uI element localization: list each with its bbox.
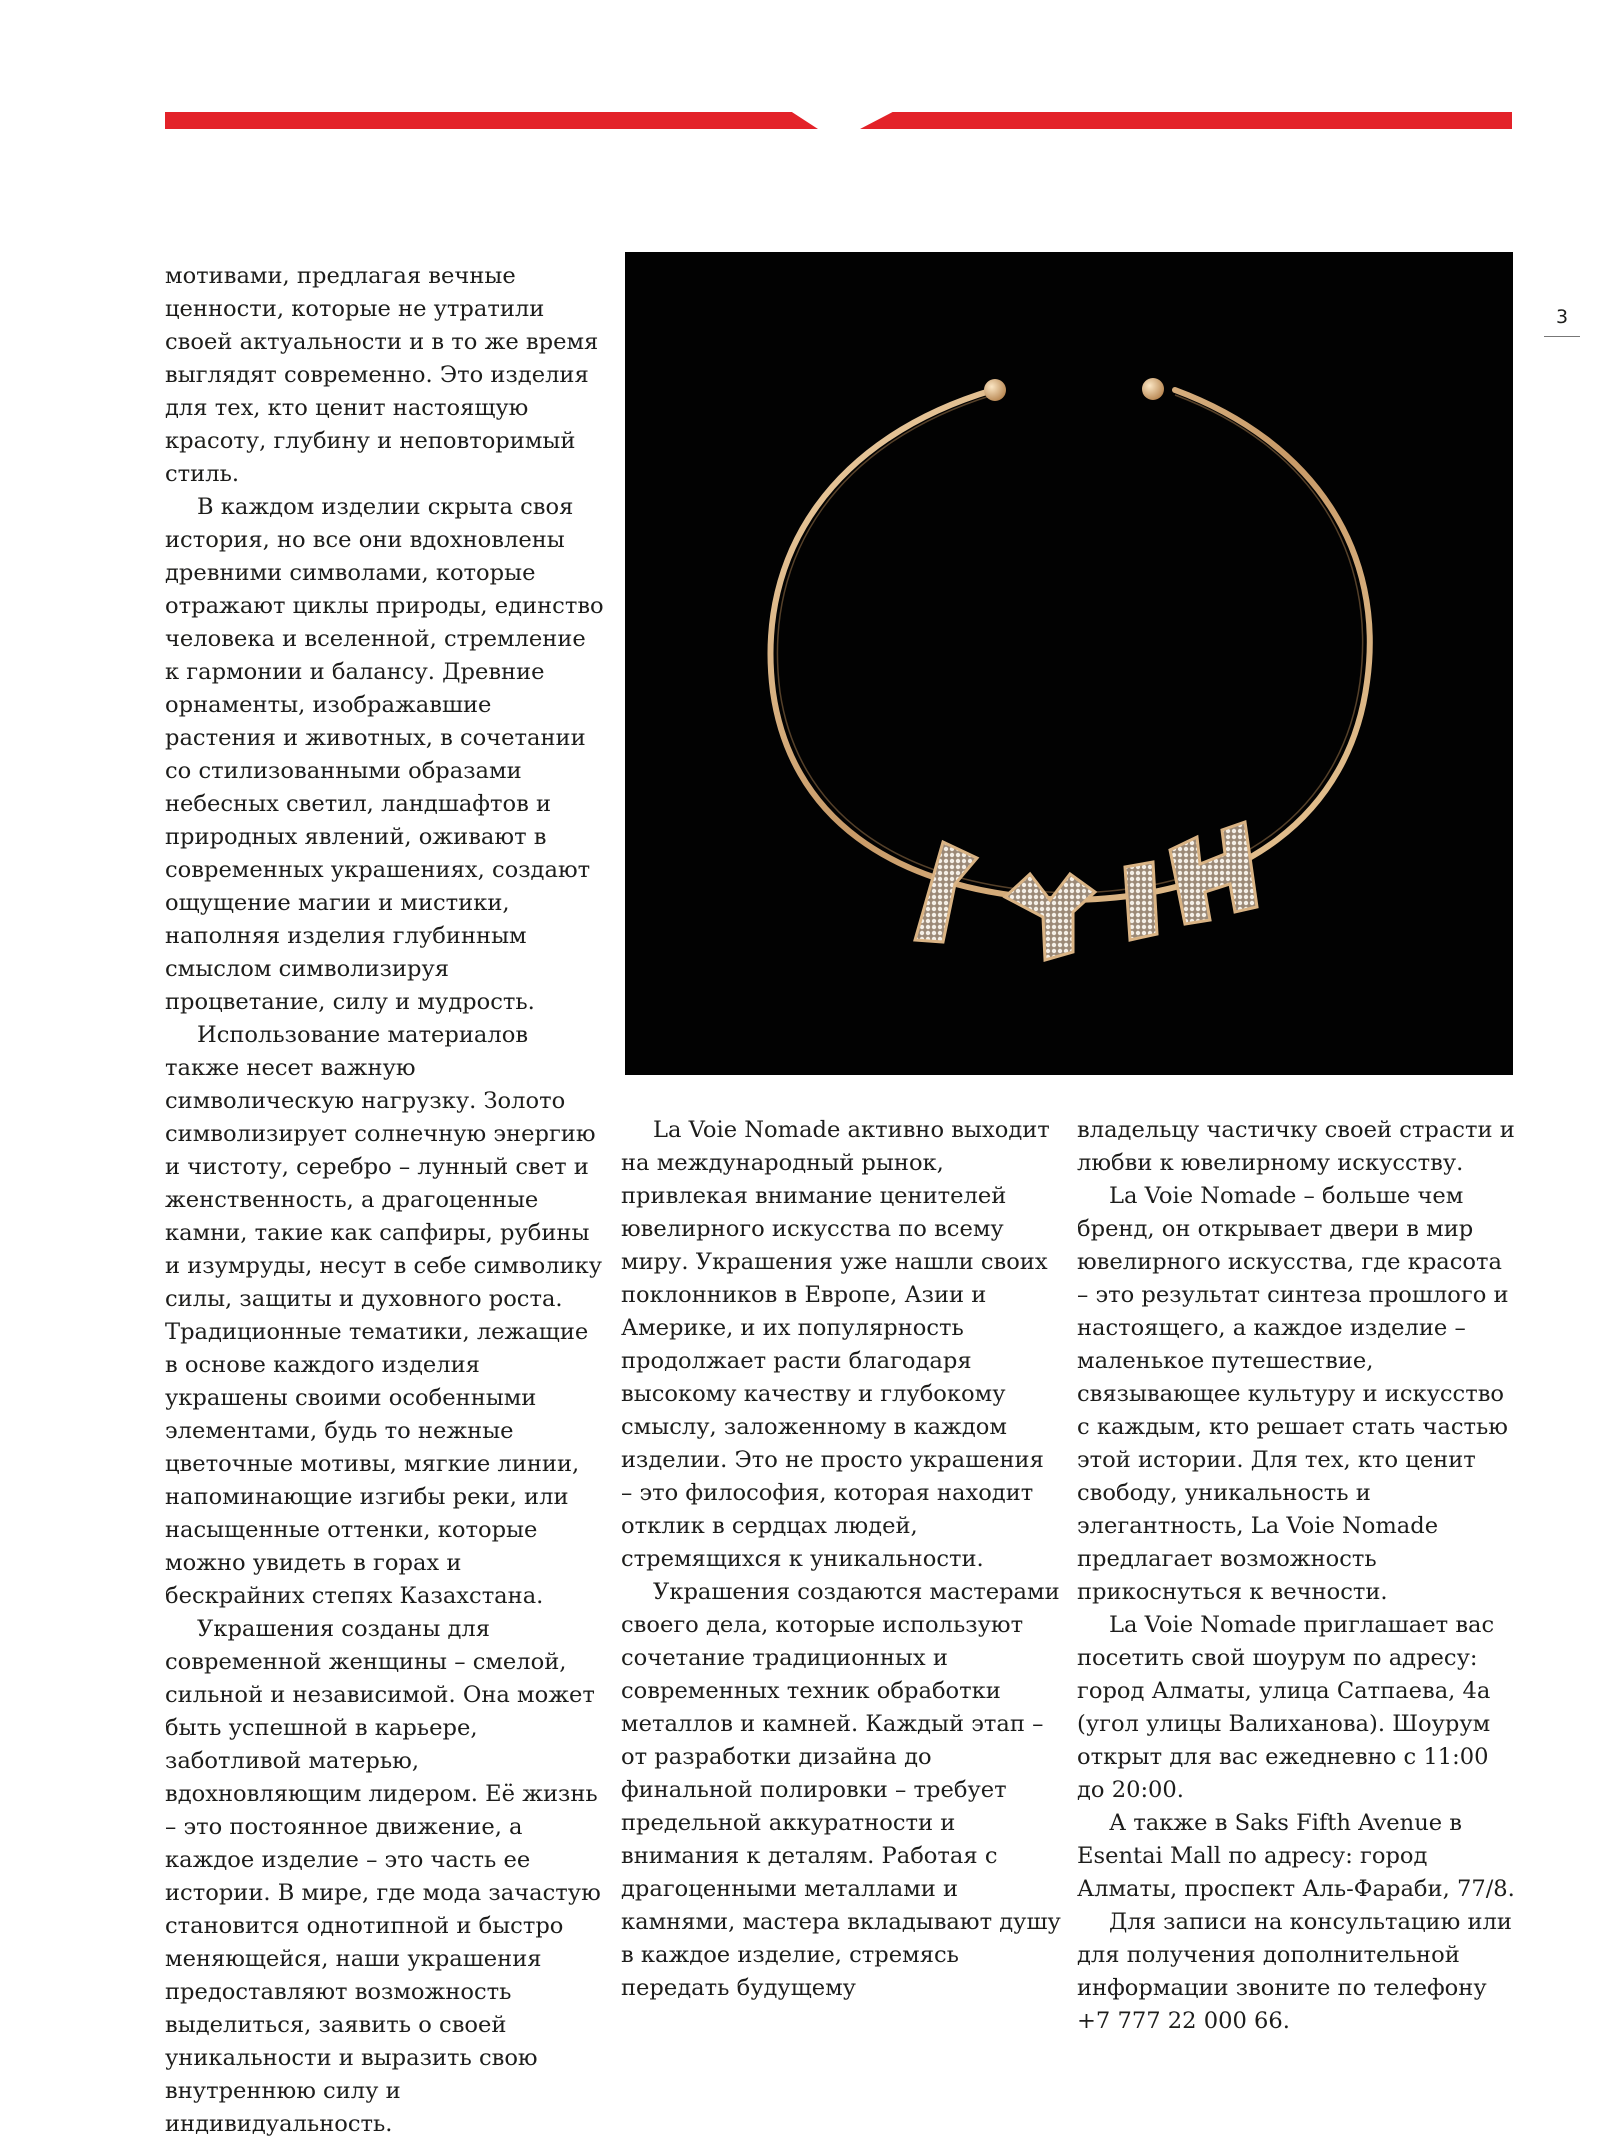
page-number-rule [1544, 336, 1580, 337]
paragraph: владельцу частичку своей страсти и любви к ювелирному искусству. [1077, 1117, 1515, 1176]
page-number: 3 [1555, 306, 1569, 328]
article-column-1 [165, 260, 605, 2141]
paragraph: La Voie Nomade – больше чем бренд, он открывает двери в мир ювелирного искусства, где красота – это результат синтеза прошлого и настоящего, а каждое изделие – маленькое путешествие, связывающее культуру и искусство с каждым, кто решает стать частью этой истории. Для тех, кто ценит свободу, уникальность и элегантность, La Voie Nomade предлагает возможность прикоснуться к вечности. [1077, 1183, 1509, 1605]
paragraph: Использование материалов также несет важную символическую нагрузку. Золото символизирует солнечную энергию и чистоту, серебро – лунный свет и женственность, а драгоценные камни, такие как сапфиры, рубины и изумруды, несут в себе символику силы, защиты и духовного роста. Традиционные тематики, лежащие в основе каждого изделия украшены своими особенными элементами, будь то нежные цветочные мотивы, мягкие линии, напоминающие изгибы реки, или насыщенные оттенки, которые можно увидеть в горах и бескрайних степях Казахстана. [165, 1022, 603, 1609]
paragraph: Украшения создаются мастерами своего дела, которые используют сочетание традиционных и современных техник обработки металлов и камней. Каждый этап – от разработки дизайна до финальной полировки – требует предельной аккуратности и внимания к деталям. Работая с драгоценными металлами и камнями, мастера вкладывают душу в каждое изделие, стремясь передать будущему [621, 1579, 1061, 2001]
product-photo [625, 252, 1513, 1075]
paragraph: Украшения созданы для современной женщины – смелой, сильной и независимой. Она может быть успешной в карьере, заботливой матерью, вдохновляющим лидером. Её жизнь – это постоянное движение, а каждое изделие – это часть ее истории. В мире, где мода зачастую становится однотипной и быстро меняющейся, наши украшения предоставляют возможность выделиться, заявить о своей уникальности и выразить свою внутреннюю силу и индивидуальность. [165, 1616, 601, 2137]
paragraph: La Voie Nomade активно выходит на международный рынок, привлекая внимание ценителей ювелирного искусства по всему миру. Украшения уже нашли своих поклонников в Европе, Азии и Америке, и их популярность продолжает расти благодаря высокому качеству и глубокому смыслу, заложенному в каждом изделии. Это не просто украшения – это философия, которая находит отклик в сердцах людей, стремящихся к уникальности. [621, 1117, 1050, 1572]
paragraph: мотивами, предлагая вечные ценности, которые не утратили своей актуальности и в то же время выглядят современно. Это изделия для тех, кто ценит настоящую красоту, глубину и неповторимый стиль. [165, 263, 599, 487]
gold-choker-necklace-icon [625, 252, 1513, 1075]
article-column-2 [621, 1114, 1061, 2005]
paragraph: В каждом изделии скрыта своя история, но все они вдохновлены древними символами, которые отражают циклы природы, единство человека и вселенной, стремление к гармонии и балансу. Древние орнаменты, изображавшие растения и животных, в сочетании со стилизованными образами небесных светил, ландшафтов и природных явлений, оживают в современных украшениях, создают ощущение магии и мистики, наполняя изделия глубинным смыслом символизируя процветание, силу и мудрость. [165, 494, 604, 1015]
header-accent-bar-left [165, 112, 818, 129]
paragraph: А также в Saks Fifth Avenue в Esentai Mall по адресу: город Алматы, проспект Аль-Фараби, 77/8. [1077, 1810, 1515, 1902]
paragraph: Для записи на консультацию или для получения дополнительной информации звоните по телефону +7 777 22 000 66. [1077, 1909, 1512, 2034]
paragraph: La Voie Nomade приглашает вас посетить свой шоурум по адресу: город Алматы, улица Сатпаева, 4а (угол улицы Валиханова). Шоурум открыт для вас ежедневно с 11:00 до 20:00. [1077, 1612, 1495, 1803]
header-accent-bar-right [860, 112, 1512, 129]
article-column-3 [1077, 1114, 1517, 2038]
